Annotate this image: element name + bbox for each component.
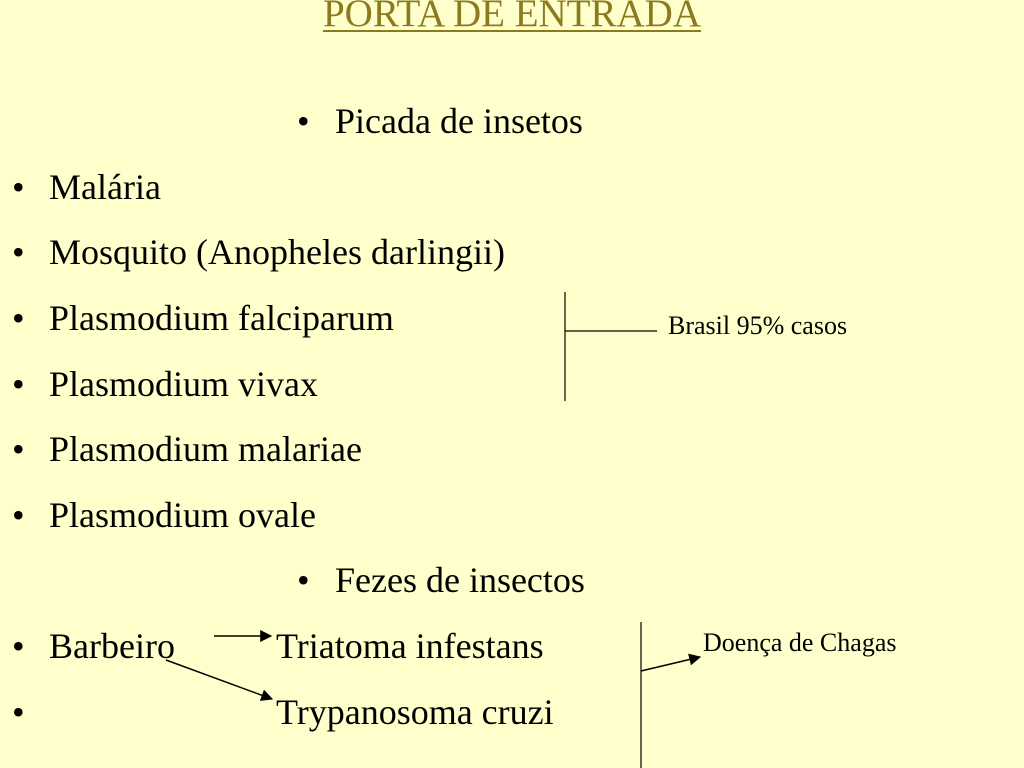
bullet: • <box>297 560 310 600</box>
list-item-malaria: Malária <box>49 167 161 207</box>
barbeiro-label: Barbeiro <box>49 626 175 666</box>
bullet: • <box>297 101 310 141</box>
bullet: • <box>12 692 25 732</box>
bullet: • <box>12 364 25 404</box>
bullet: • <box>12 232 25 272</box>
slide-title: PORTA DE ENTRADA <box>322 0 702 35</box>
list-item-falciparum: Plasmodium falciparum <box>49 298 394 338</box>
bullet: • <box>12 626 25 666</box>
trypanosoma-label: Trypanosoma cruzi <box>276 692 554 732</box>
list-item-vivax: Plasmodium vivax <box>49 364 318 404</box>
chagas-note: Doença de Chagas <box>703 628 897 657</box>
list-item-ovale: Plasmodium ovale <box>49 495 316 535</box>
arrow-to-chagas <box>641 657 700 671</box>
bullet: • <box>12 298 25 338</box>
triatoma-label: Triatoma infestans <box>276 626 544 666</box>
bullet: • <box>12 167 25 207</box>
list-item-mosquito: Mosquito (Anopheles darlingii) <box>49 232 505 272</box>
arrow-barbeiro-trypanosoma <box>166 660 272 699</box>
brace-note-brasil: Brasil 95% casos <box>668 311 848 340</box>
list-item-malariae: Plasmodium malariae <box>49 429 362 469</box>
section-insect-feces: Fezes de insectos <box>335 560 585 600</box>
bullet: • <box>12 495 25 535</box>
bullet: • <box>12 429 25 469</box>
section-insect-bites: Picada de insetos <box>335 101 583 141</box>
